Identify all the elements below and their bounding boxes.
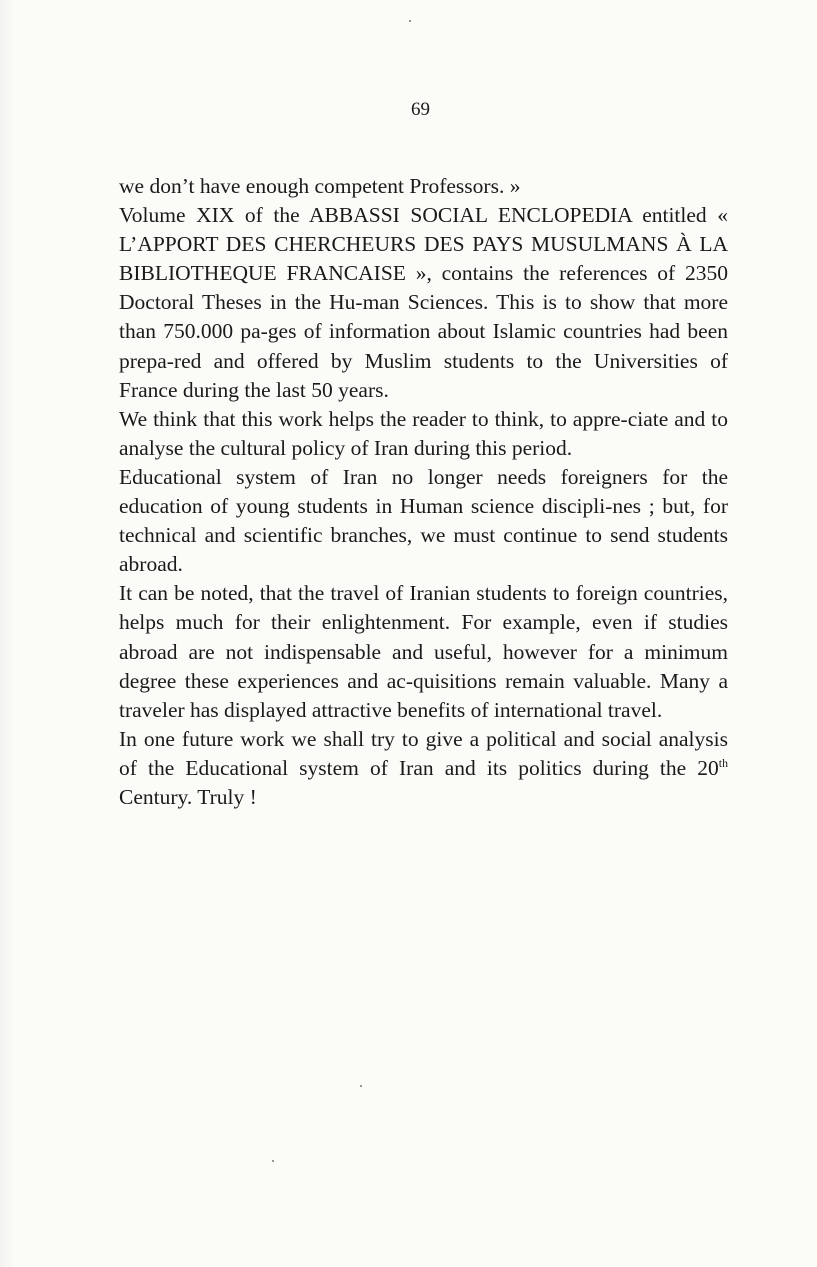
body-text	[119, 172, 728, 812]
paragraph-2: Volume XIX of the ABBASSI SOCIAL ENCLOPEDIA entitled « L’APPORT DES CHERCHEURS DES PAYS MUSULMANS À LA BIBLIOTHEQUE FRANCAISE », contains the references of 2350 Doctoral Theses in the Hu-man Sciences. This is to show that more than 750.000 pa-ges of information about Islamic countries had been prepa-red and offered by Muslim students to the Universities of France during the last 50 years.	[119, 203, 728, 402]
scan-speck	[409, 20, 411, 22]
paragraph-6	[119, 725, 728, 812]
paragraph-3: We think that this work helps the reader to think, to appre-ciate and to analyse the cultural policy of Iran during this period.	[119, 406, 728, 460]
paragraph-4: Educational system of Iran no longer needs foreigners for the education of young students in Human science discipli-nes ; but, for technical and scientific branches, we must continue to send students abroad.	[119, 464, 728, 577]
paragraph-6-tail: Century. Truly !	[119, 784, 257, 809]
paragraph-1: we don’t have enough competent Professors. »	[119, 174, 521, 198]
ordinal-superscript: th	[718, 755, 728, 770]
paragraph-5: It can be noted, that the travel of Iranian students to foreign countries, helps much for their enlightenment. For example, even if studies abroad are not indispensable and useful, however for a minimum degree these experiences and ac-quisitions remain valuable. Many a traveler has displayed attractive benefits of international travel.	[119, 581, 728, 722]
scan-speck	[360, 1085, 362, 1087]
paragraph-6-text: In one future work we shall try to give a political and social analysis of the Educational system of Iran and its politics during the 20	[119, 726, 728, 780]
page-number: 69	[411, 99, 430, 120]
scan-speck	[272, 1160, 274, 1162]
